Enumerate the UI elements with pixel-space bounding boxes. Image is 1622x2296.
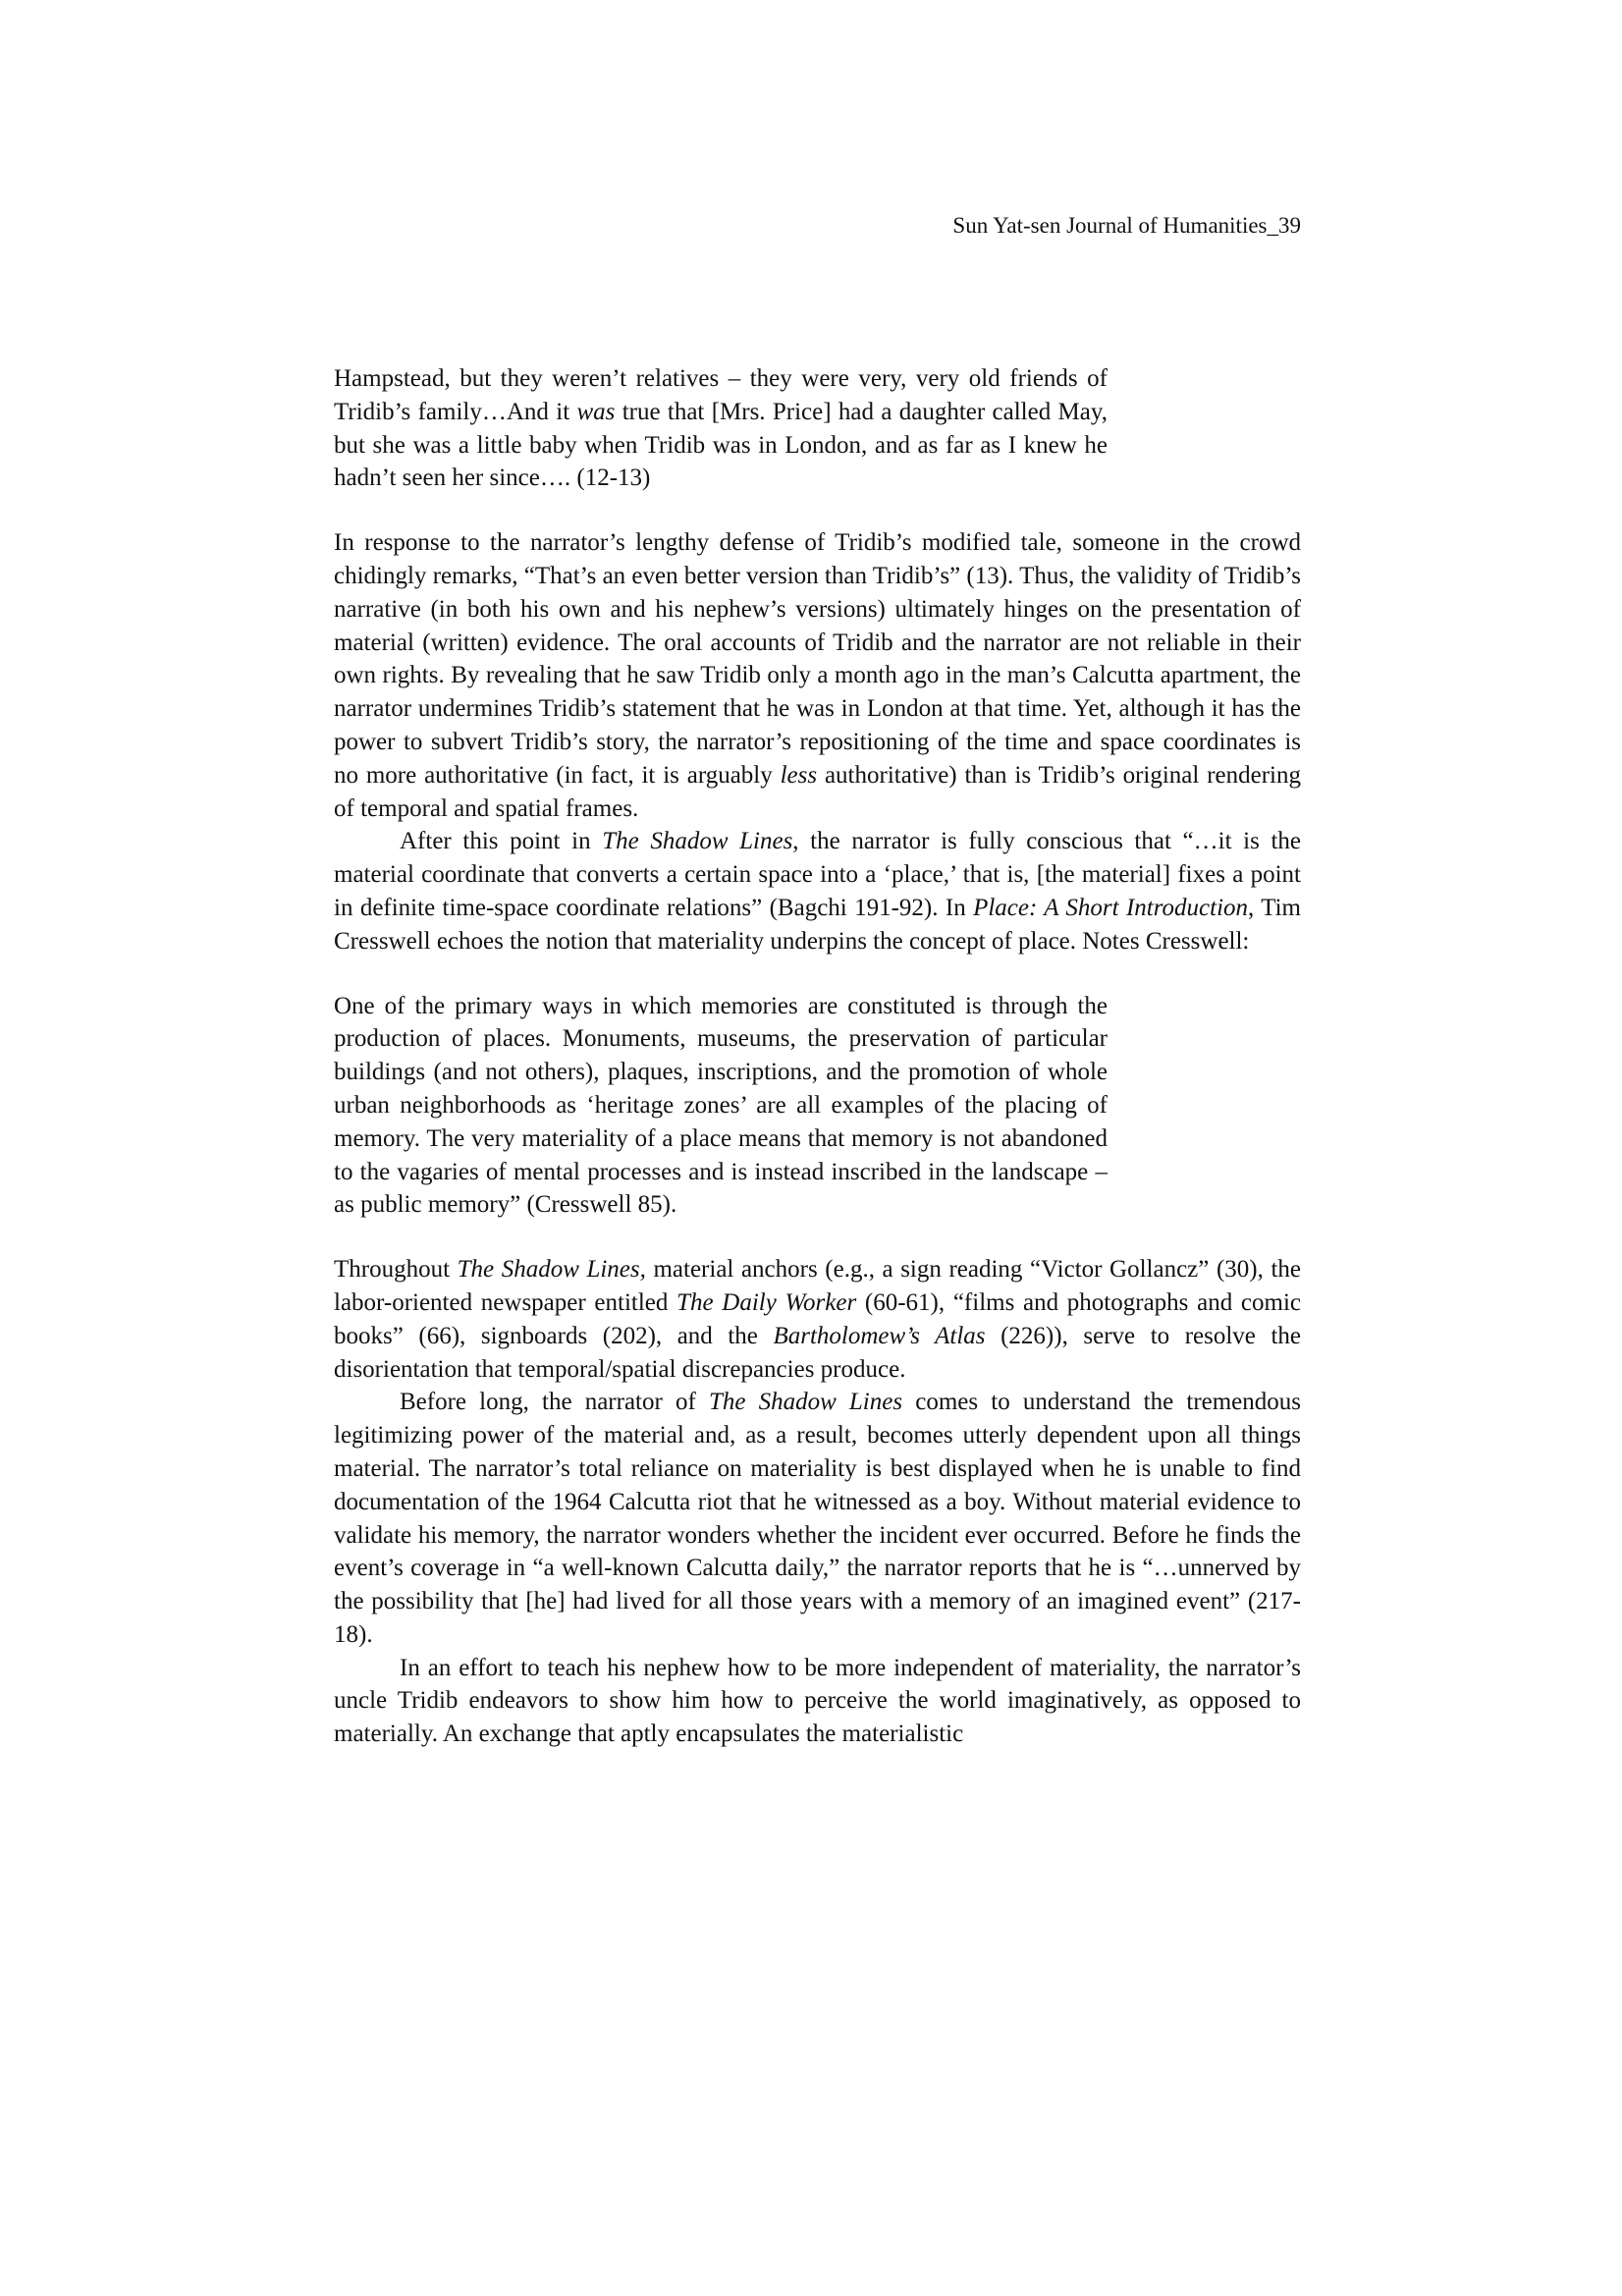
paragraph-3 <box>334 1253 1301 1386</box>
paragraph-text: Before long, the narrator of <box>400 1389 709 1416</box>
emphasis: less <box>780 761 818 789</box>
paragraph-text: material anchors (e.g., a sign reading “Victor Gollancz” (30), the labor-oriented newspaper entitled <box>334 1256 1301 1316</box>
paragraph-text: Throughout <box>334 1256 458 1284</box>
paragraph-2 <box>334 825 1301 957</box>
paragraph-text: , the narrator is fully conscious that “…it is the material coordinate that converts a certain space into a ‘place,’ that is, [the material] fixes a point in definite time-space coordinate relations” (Bagchi 191-92). In <box>334 828 1301 921</box>
paragraph-4 <box>334 1386 1301 1651</box>
paragraph-text: (60-61), “films and photographs and comic books” (66), signboards (202), and the <box>334 1288 1301 1349</box>
block-quote-2: One of the primary ways in which memories are constituted is through the production of places. Monuments, museums, the preservation of particular buildings (and not others), plaques, inscriptions, and the promotion of whole urban neighborhoods as ‘heritage zones’ are all examples of the placing of memory. The very materiality of a place means that memory is not abandoned to the vagaries of mental processes and is instead inscribed in the landscape – as public memory” (Cresswell 85). <box>334 992 1108 1219</box>
page-body <box>334 362 1301 1751</box>
paragraph-text: In response to the narrator’s lengthy defense of Tridib’s modified tale, someone in the crowd chidingly remarks, “That’s an even better version than Tridib’s” (13). Thus, the validity of Tridib’s narrative (in both his own and his nephew’s versions) ultimately hinges on the presentation of material (written) evidence. The oral accounts of Tridib and the narrator are not reliable in their own rights. By revealing that he saw Tridib only a month ago in the man’s Calcutta apartment, the narrator undermines Tridib’s statement that he was in London at that time. Yet, although it has the power to subvert Tridib’s story, the narrator’s repositioning of the time and space coordinates is no more authoritative (in fact, it is arguably <box>334 529 1301 789</box>
book-title: The Shadow Lines, <box>457 1256 646 1284</box>
paragraph-1 <box>334 526 1301 825</box>
newspaper-title: The Daily Worker <box>676 1288 857 1316</box>
quote-text: Hampstead, but they weren’t relatives – they were very, very old friends of Tridib’s family…And it <box>334 365 1108 425</box>
atlas-title: Bartholomew’s Atlas <box>773 1322 986 1349</box>
book-title: The Shadow Lines <box>602 828 793 855</box>
paragraph-text: authoritative) than is Tridib’s original rendering of temporal and spatial frames. <box>334 761 1301 822</box>
running-head: Sun Yat-sen Journal of Humanities_39 <box>952 213 1301 238</box>
block-quote-1 <box>334 362 1108 495</box>
paragraph-text: comes to understand the tremendous legitimizing power of the material and, as a result, becomes utterly dependent upon all things material. The narrator’s total reliance on materiality is best displayed when he is unable to find documentation of the 1964 Calcutta riot that he witnessed as a boy. Without material evidence to validate his memory, the narrator wonders whether the incident ever occurred. Before he finds the event’s coverage in “a well-known Calcutta daily,” the narrator reports that he is “…unnerved by the possibility that [he] had lived for all those years with a memory of an imagined event” (217-18). <box>334 1389 1302 1648</box>
book-title: Place: A Short Introduction <box>973 894 1249 921</box>
emphasis: was <box>576 398 616 425</box>
paragraph-text: , Tim Cresswell echoes the notion that materiality underpins the concept of place. Notes Cresswell: <box>334 894 1301 955</box>
paragraph-text: (226)), serve to resolve the disorientation that temporal/spatial discrepancies produce. <box>334 1322 1301 1383</box>
paragraph-text: After this point in <box>400 828 603 855</box>
quote-text: true that [Mrs. Price] had a daughter called May, but she was a little baby when Tridib was in London, and as far as I knew he hadn’t seen her since…. (12-13) <box>334 398 1108 492</box>
paragraph-5: In an effort to teach his nephew how to be more independent of materiality, the narrator’s uncle Tridib endeavors to show him how to perceive the world imaginatively, as opposed to materially. An exchange that aptly encapsulates the materialistic <box>334 1654 1301 1748</box>
book-title: The Shadow Lines <box>708 1389 903 1416</box>
